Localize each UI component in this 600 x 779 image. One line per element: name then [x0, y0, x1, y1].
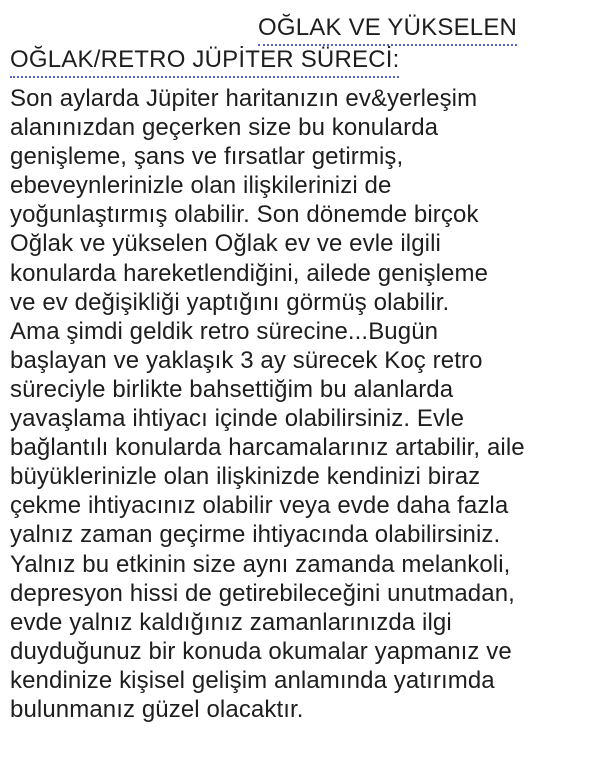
text-line: Oğlak ve yükselen Oğlak ev ve evle ilgili: [10, 230, 441, 258]
text-line: ve ev değişikliği yaptığını görmüş olabilir.: [10, 288, 450, 316]
text-line: yavaşlama ihtiyacı içinde olabilirsiniz. Evle: [10, 405, 465, 433]
text-line: depresyon hissi de getirebileceğini unutmadan,: [10, 579, 515, 607]
text-line: yoğunlaştırmış olabilir. Son dönemde birçok: [10, 201, 479, 229]
document-title: OĞLAK VE YÜKSELEN: [258, 13, 517, 46]
text-line: alanınızdan geçerken size bu konularda: [10, 114, 439, 142]
text-line: Yalnız bu etkinin size aynı zamanda melankoli,: [10, 550, 511, 578]
text-line: kendinize kişisel gelişim anlamında yatırımda: [10, 666, 495, 694]
document-subtitle: OĞLAK/RETRO JÜPİTER SÜRECİ:: [10, 45, 399, 78]
text-line: duyduğunuz bir konuda okumalar yapmanız ve: [10, 637, 512, 665]
body-paragraph: [10, 84, 595, 724]
text-line: evde yalnız kaldığınız zamanlarınızda ilgi: [10, 608, 452, 636]
text-line: bağlantılı konularda harcamalarınız artabilir, aile: [10, 434, 525, 462]
text-line: başlayan ve yaklaşık 3 ay sürecek Koç retro: [10, 346, 483, 374]
text-line: büyüklerinizle olan ilişkinizde kendinizi biraz: [10, 463, 481, 491]
text-line: Son aylarda Jüpiter haritanızın ev&yerleşim: [10, 85, 478, 112]
text-line: çekme ihtiyacınız olabilir veya evde daha fazla: [10, 492, 509, 520]
text-line: yalnız zaman geçirme ihtiyacında olabilirsiniz.: [10, 521, 501, 549]
text-line: süreciyle birlikte bahsettiğim bu alanlarda: [10, 375, 454, 403]
text-line: bulunmanız güzel olacaktır.: [10, 695, 304, 723]
text-line: genişleme, şans ve fırsatlar getirmiş,: [10, 143, 404, 171]
text-line: Ama şimdi geldik retro sürecine...Bugün: [10, 317, 439, 345]
text-line: konularda hareketlendiğini, ailede genişleme: [10, 259, 489, 287]
text-line: ebeveynlerinizle olan ilişkilerinizi de: [10, 172, 392, 200]
